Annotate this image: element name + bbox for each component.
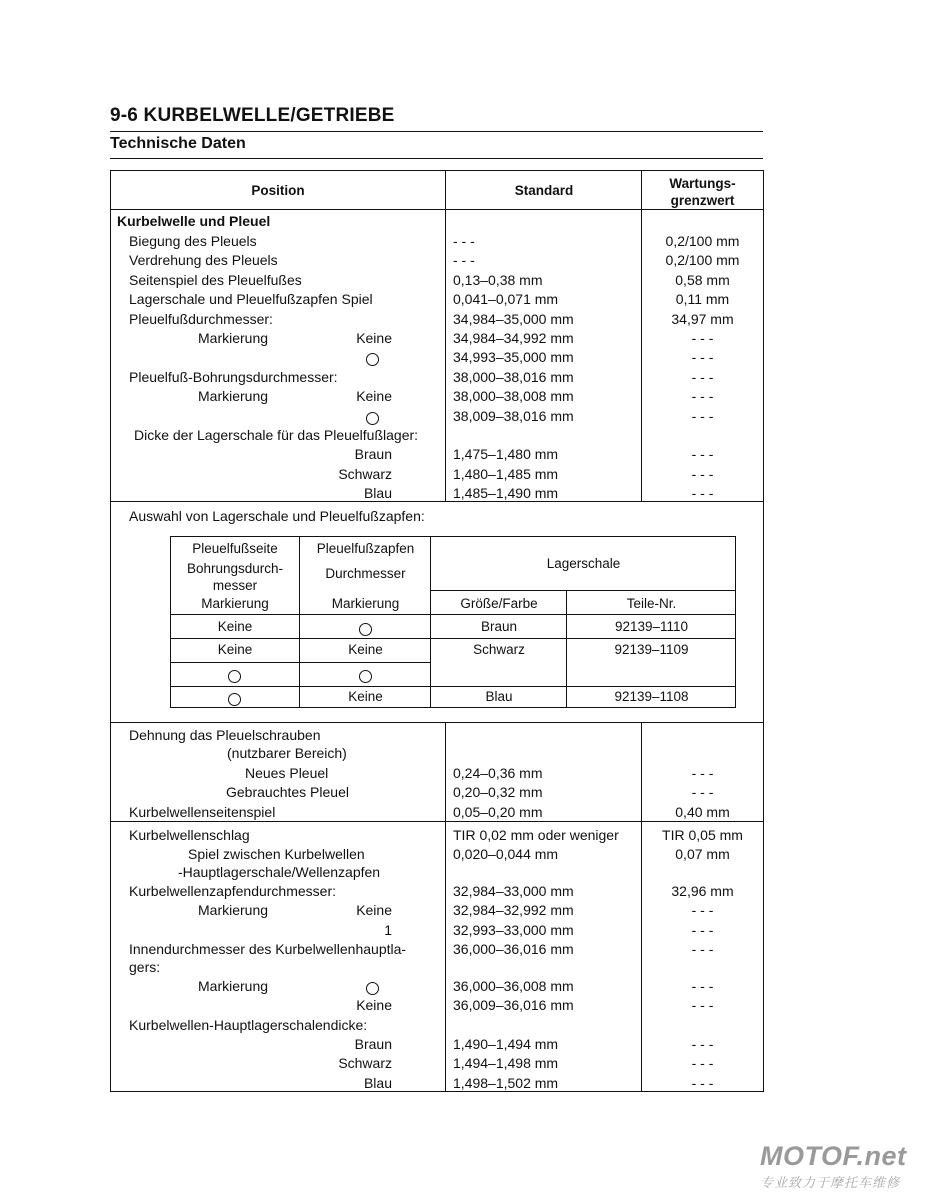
sel-row-divider-3 xyxy=(170,686,736,687)
pin-circle-icon xyxy=(359,623,372,636)
sel-row-divider-1 xyxy=(170,638,736,639)
standard-value: 36,000–36,008 mm xyxy=(453,978,574,994)
limit-value: - - - xyxy=(691,902,714,918)
header-standard: Standard xyxy=(514,183,574,198)
marking-value: 1 xyxy=(384,922,392,938)
standard-value: 36,000–36,016 mm xyxy=(453,941,574,957)
limit-value: - - - xyxy=(691,941,714,957)
sel-row-divider-2 xyxy=(170,662,430,663)
limit-value: - - - xyxy=(691,485,714,501)
header-divider xyxy=(110,209,764,210)
sel-header-bore-1: Pleuelfußseite xyxy=(192,541,278,556)
spec-label: Kurbelwellenzapfendurchmesser: xyxy=(129,883,336,899)
limit-value: - - - xyxy=(691,1075,714,1091)
marking-value: Keine xyxy=(356,997,392,1013)
marking-value: Braun xyxy=(354,446,392,462)
spec-label: Gebrauchtes Pleuel xyxy=(226,784,349,800)
standard-value: 0,041–0,071 mm xyxy=(453,291,559,307)
limit-value: 0,58 mm xyxy=(675,272,730,288)
sel-header-bore-2: Bohrungsdurch- xyxy=(186,561,284,576)
part-number: 92139–1109 xyxy=(614,642,689,657)
watermark-brand: MOTOF.net xyxy=(760,1141,907,1171)
limit-value: 0,11 mm xyxy=(675,291,730,307)
marking-value: Schwarz xyxy=(338,466,392,482)
block2-divider xyxy=(110,821,764,822)
col-divider-1a xyxy=(445,170,446,501)
selection-intro: Auswahl von Lagerschale und Pleuelfußzapfen: xyxy=(129,508,425,524)
spec-label-cont: -Hauptlagerschale/Wellenzapfen xyxy=(178,864,381,880)
section-title: 9-6 KURBELWELLE/GETRIEBE xyxy=(110,105,395,126)
standard-value: 0,24–0,36 mm xyxy=(453,765,543,781)
spec-label: Seitenspiel des Pleuelfußes xyxy=(129,272,302,288)
spec-label: Pleuelfuß-Bohrungsdurchmesser: xyxy=(129,369,338,385)
col-divider-1b xyxy=(445,722,446,1092)
marking-value: Keine xyxy=(356,388,392,404)
block1-divider xyxy=(110,501,764,502)
limit-value: - - - xyxy=(691,369,714,385)
standard-value: 1,485–1,490 mm xyxy=(453,485,559,501)
header-position: Position xyxy=(251,183,305,198)
standard-value: 38,000–38,016 mm xyxy=(453,369,574,385)
standard-value: 32,984–33,000 mm xyxy=(453,883,574,899)
limit-value: - - - xyxy=(691,408,714,424)
watermark-tagline: 专业致力于摩托车维修 xyxy=(760,1175,901,1190)
standard-value: 0,13–0,38 mm xyxy=(453,272,543,288)
spec-label: Neues Pleuel xyxy=(245,765,329,781)
bore-circle-icon xyxy=(228,693,241,706)
spec-label: Kurbelwellenseitenspiel xyxy=(129,804,276,820)
standard-value: 0,05–0,20 mm xyxy=(453,804,543,820)
limit-value: - - - xyxy=(691,997,714,1013)
title-rule xyxy=(110,131,763,132)
spec-label-cont: gers: xyxy=(129,959,161,975)
limit-value: - - - xyxy=(691,978,714,994)
shell-color: Schwarz xyxy=(473,642,525,657)
spec-label: Biegung des Pleuels xyxy=(129,233,257,249)
limit-value: - - - xyxy=(691,765,714,781)
spec-label: Markierung xyxy=(198,330,269,346)
marking-circle-icon xyxy=(366,412,379,425)
limit-value: 0,40 mm xyxy=(675,804,730,820)
spec-label: Markierung xyxy=(198,388,269,404)
sel-header-pin-2: Durchmesser xyxy=(325,566,406,581)
block2-line2: (nutzbarer Bereich) xyxy=(227,745,347,761)
sel-header-lagerschale: Lagerschale xyxy=(546,556,621,571)
limit-value: - - - xyxy=(691,466,714,482)
spec-label: Innendurchmesser des Kurbelwellenhauptla- xyxy=(129,941,407,957)
standard-value: 38,000–38,008 mm xyxy=(453,388,574,404)
standard-value: 1,494–1,498 mm xyxy=(453,1055,559,1071)
block2-line1: Dehnung das Pleuelschrauben xyxy=(129,727,321,743)
sel-header-groesse: Größe/Farbe xyxy=(460,596,538,611)
standard-value: 1,480–1,485 mm xyxy=(453,466,559,482)
marking-circle-icon xyxy=(366,982,379,995)
sel-header-pin-3: Markierung xyxy=(331,596,400,611)
marking-value: Keine xyxy=(356,330,392,346)
section-subtitle: Technische Daten xyxy=(110,135,246,152)
pin-marking: Keine xyxy=(348,689,383,704)
limit-value: 0,07 mm xyxy=(675,846,730,862)
standard-value: 1,498–1,502 mm xyxy=(453,1075,559,1091)
standard-value: 34,984–34,992 mm xyxy=(453,330,574,346)
shell-color: Braun xyxy=(480,619,518,634)
subtitle-rule xyxy=(110,158,763,159)
marking-circle-icon xyxy=(366,353,379,366)
header-limit-1: Wartungs- xyxy=(669,176,736,191)
spec-label: Kurbelwellen-Hauptlagerschalendicke: xyxy=(129,1017,368,1033)
shell-color: Blau xyxy=(485,689,513,704)
limit-value: TIR 0,05 mm xyxy=(662,827,743,843)
marking-value: Braun xyxy=(354,1036,392,1052)
standard-value: 32,984–32,992 mm xyxy=(453,902,574,918)
limit-value: - - - xyxy=(691,446,714,462)
standard-value: 38,009–38,016 mm xyxy=(453,408,574,424)
sel-header-divider-a xyxy=(430,590,736,591)
limit-value: 0,2/100 mm xyxy=(665,233,740,249)
standard-value: 1,490–1,494 mm xyxy=(453,1036,559,1052)
sel-header-teile: Teile-Nr. xyxy=(626,596,677,611)
marking-value: Blau xyxy=(363,1075,392,1091)
limit-value: - - - xyxy=(691,330,714,346)
marking-value: Blau xyxy=(363,485,392,501)
spec-label: Lagerschale und Pleuelfußzapfen Spiel xyxy=(129,291,373,307)
limit-value: - - - xyxy=(691,388,714,404)
block1-title: Kurbelwelle und Pleuel xyxy=(117,213,271,229)
standard-value: TIR 0,02 mm oder weniger xyxy=(453,827,619,843)
bore-marking: Keine xyxy=(217,619,253,634)
spec-label: Kurbelwellenschlag xyxy=(129,827,250,843)
spec-label: Verdrehung des Pleuels xyxy=(129,252,278,268)
pin-circle-icon xyxy=(359,670,372,683)
limit-value: 34,97 mm xyxy=(671,311,734,327)
marking-value: Keine xyxy=(356,902,392,918)
standard-value: 34,993–35,000 mm xyxy=(453,349,574,365)
header-limit-2: grenzwert xyxy=(670,193,735,208)
standard-value: - - - xyxy=(453,252,475,268)
bore-circle-icon xyxy=(228,670,241,683)
selection-divider xyxy=(110,722,764,723)
spec-label: Markierung xyxy=(198,978,269,994)
standard-value: 0,020–0,044 mm xyxy=(453,846,559,862)
standard-value: 36,009–36,016 mm xyxy=(453,997,574,1013)
standard-value: 1,475–1,480 mm xyxy=(453,446,559,462)
part-number: 92139–1108 xyxy=(614,689,689,704)
sel-header-bore-3: messer xyxy=(212,578,258,593)
sel-header-pin-1: Pleuelfußzapfen xyxy=(316,541,415,556)
pin-marking: Keine xyxy=(348,642,383,657)
limit-value: - - - xyxy=(691,922,714,938)
sel-header-bore-4: Markierung xyxy=(201,596,269,611)
limit-value: - - - xyxy=(691,784,714,800)
standard-value: - - - xyxy=(453,233,475,249)
marking-value: Schwarz xyxy=(338,1055,392,1071)
spec-label: Markierung xyxy=(198,902,269,918)
limit-value: - - - xyxy=(691,349,714,365)
spec-label: Dicke der Lagerschale für das Pleuelfußlager: xyxy=(134,427,419,443)
part-number: 92139–1110 xyxy=(614,619,689,634)
spec-label: Pleuelfußdurchmesser: xyxy=(129,311,273,327)
spec-label: Spiel zwischen Kurbelwellen xyxy=(188,846,365,862)
limit-value: - - - xyxy=(691,1036,714,1052)
bore-marking: Keine xyxy=(217,642,253,657)
limit-value: - - - xyxy=(691,1055,714,1071)
limit-value: 32,96 mm xyxy=(671,883,734,899)
limit-value: 0,2/100 mm xyxy=(665,252,740,268)
sel-header-divider-b xyxy=(170,614,736,615)
standard-value: 34,984–35,000 mm xyxy=(453,311,574,327)
standard-value: 0,20–0,32 mm xyxy=(453,784,543,800)
standard-value: 32,993–33,000 mm xyxy=(453,922,574,938)
